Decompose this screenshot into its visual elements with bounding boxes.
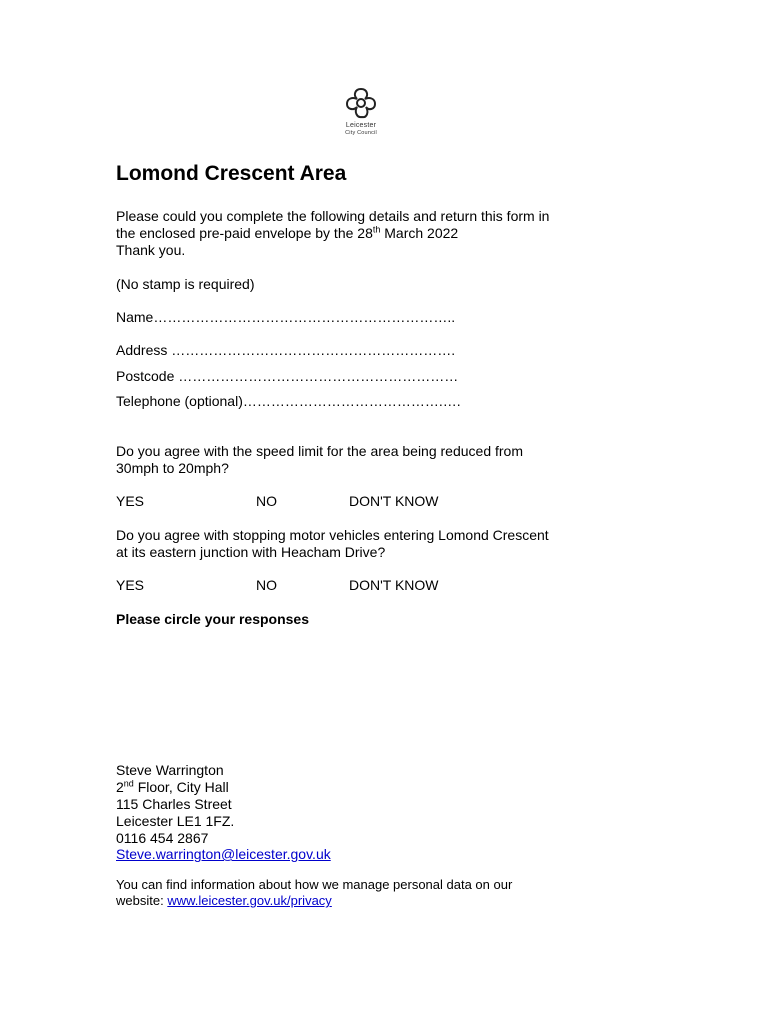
question-2-line-2: at its eastern junction with Heacham Drive? bbox=[116, 544, 386, 560]
contact-floor-suffix: nd bbox=[123, 778, 134, 789]
contact-floor-text: Floor, City Hall bbox=[133, 779, 229, 795]
circle-instruction: Please circle your responses bbox=[116, 611, 309, 627]
logo-text-line2: City Council bbox=[345, 130, 377, 136]
postcode-field[interactable]: Postcode …………………………………………………… bbox=[116, 368, 459, 384]
logo-text-line1: Leicester bbox=[345, 122, 377, 129]
address-field[interactable]: Address ……………………………………………………. bbox=[116, 342, 456, 358]
question-1-yes[interactable]: YES bbox=[116, 493, 145, 509]
intro-line-2-end: March 2022 bbox=[380, 225, 459, 241]
privacy-line-1: You can find information about how we manage personal data on our bbox=[116, 877, 513, 892]
contact-email-line bbox=[116, 846, 331, 863]
no-stamp-note: (No stamp is required) bbox=[116, 276, 255, 292]
question-1-dont-know[interactable]: DON'T KNOW bbox=[349, 493, 439, 509]
question-1-line-2: 30mph to 20mph? bbox=[116, 460, 229, 476]
flower-icon bbox=[338, 86, 384, 122]
intro-line-1: Please could you complete the following details and return this form in bbox=[116, 208, 550, 224]
privacy-link[interactable]: www.leicester.gov.uk/privacy bbox=[167, 893, 332, 908]
page-title: Lomond Crescent Area bbox=[116, 162, 347, 185]
question-2-no[interactable]: NO bbox=[256, 577, 277, 593]
name-field[interactable]: Name……………………………………………………….. bbox=[116, 309, 456, 325]
council-logo bbox=[333, 86, 389, 142]
contact-name: Steve Warrington bbox=[116, 762, 224, 778]
contact-phone: 0116 454 2867 bbox=[116, 830, 209, 846]
contact-city: Leicester LE1 1FZ. bbox=[116, 813, 235, 829]
privacy-line-2 bbox=[116, 893, 332, 909]
question-2-yes[interactable]: YES bbox=[116, 577, 145, 593]
question-1-no[interactable]: NO bbox=[256, 493, 277, 509]
contact-floor bbox=[116, 779, 229, 796]
telephone-field[interactable]: Telephone (optional)…………………………………….…. bbox=[116, 393, 461, 409]
question-2-line-1: Do you agree with stopping motor vehicles entering Lomond Crescent bbox=[116, 527, 549, 543]
intro-thank-you: Thank you. bbox=[116, 242, 186, 258]
question-1-line-1: Do you agree with the speed limit for the area being reduced from bbox=[116, 443, 524, 459]
contact-floor-number: 2 bbox=[116, 779, 124, 795]
intro-line-2-text: the enclosed pre-paid envelope by the 28 bbox=[116, 225, 373, 241]
contact-email-link[interactable]: Steve.warrington@leicester.gov.uk bbox=[116, 846, 331, 862]
contact-street: 115 Charles Street bbox=[116, 796, 232, 812]
intro-date-suffix: th bbox=[372, 224, 381, 235]
privacy-website-label: website: bbox=[116, 893, 168, 908]
question-2-dont-know[interactable]: DON'T KNOW bbox=[349, 577, 439, 593]
intro-line-2 bbox=[116, 225, 458, 242]
